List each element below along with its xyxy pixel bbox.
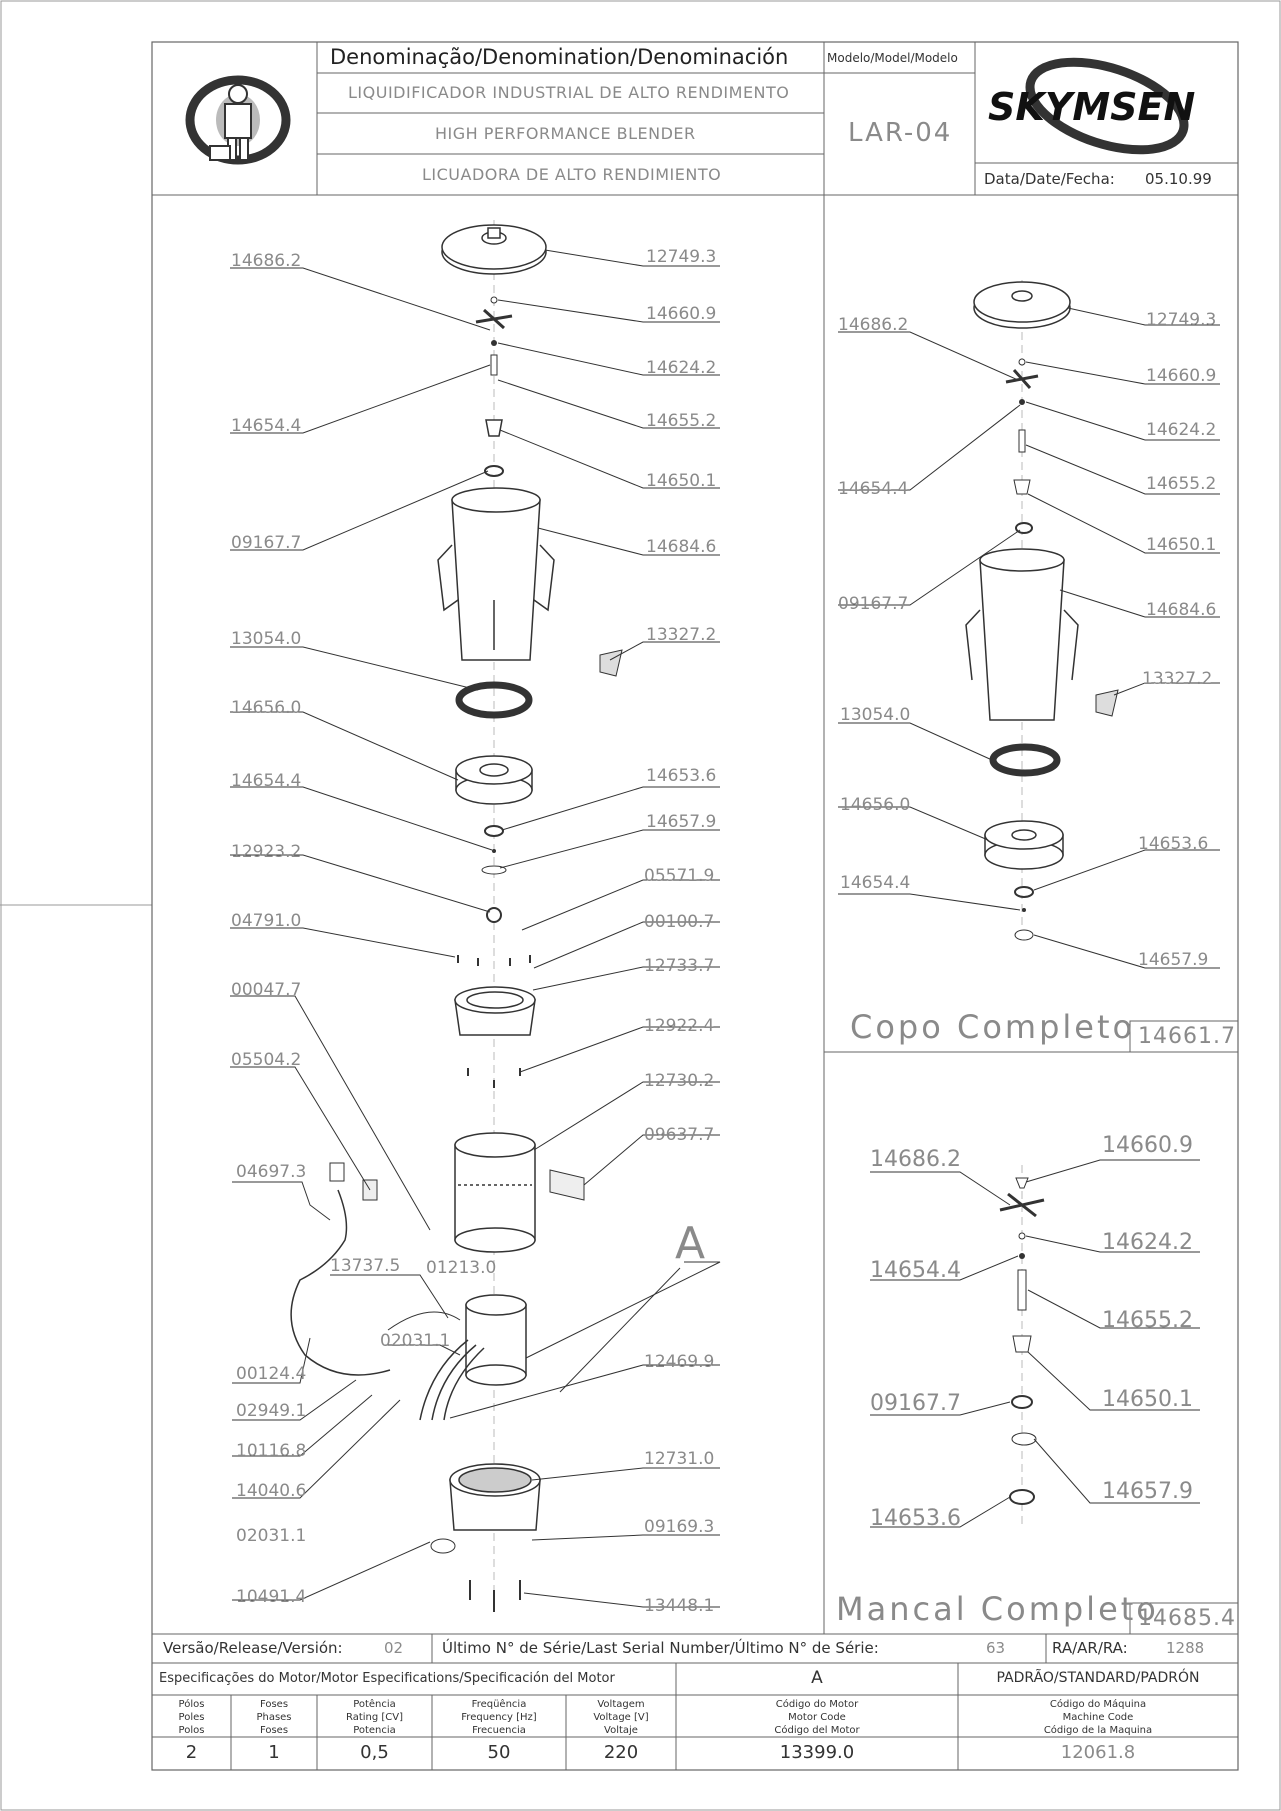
header-poles: Pólos Poles Polos bbox=[178, 1699, 205, 1736]
motor-sleeve-shape bbox=[455, 1133, 535, 1252]
lid-shape bbox=[442, 225, 546, 274]
part-label[interactable]: 14657.9 bbox=[646, 812, 717, 832]
cup-part-label[interactable]: 12749.3 bbox=[1146, 310, 1217, 330]
part-label[interactable]: 00047.7 bbox=[231, 980, 302, 1000]
cup-complete-title: Copo Completo bbox=[850, 1008, 1136, 1046]
part-label[interactable]: 12730.2 bbox=[644, 1071, 715, 1091]
header-motor-code: Código do Motor Motor Code Código del Motor bbox=[774, 1699, 860, 1736]
part-label[interactable]: 14686.2 bbox=[231, 251, 302, 271]
part-label[interactable]: 14654.4 bbox=[231, 771, 302, 791]
part-label[interactable]: 04697.3 bbox=[236, 1162, 307, 1182]
cup-part-label[interactable]: 14684.6 bbox=[1146, 600, 1217, 620]
jar-base-shape bbox=[456, 756, 532, 804]
part-label[interactable]: 02949.1 bbox=[236, 1401, 307, 1421]
version-label: Versão/Release/Versión: bbox=[163, 1639, 343, 1657]
header-power: Potência Rating [CV] Potencia bbox=[345, 1699, 404, 1736]
serial-label: Último N° de Série/Last Serial Number/Último N° de Série: bbox=[442, 1639, 879, 1657]
ra-label: RA/AR/RA: bbox=[1052, 1639, 1128, 1657]
part-label[interactable]: 14684.6 bbox=[646, 537, 717, 557]
product-name-en: HIGH PERFORMANCE BLENDER bbox=[435, 124, 696, 143]
cup-part-label[interactable]: 14660.9 bbox=[1146, 366, 1217, 386]
bearing-part-label[interactable]: 14654.4 bbox=[870, 1258, 961, 1283]
value-frequency: 50 bbox=[487, 1742, 511, 1763]
brand-name: SKYMSEN bbox=[988, 85, 1196, 129]
cup-part-label[interactable]: 13327.2 bbox=[1142, 669, 1213, 689]
cup-part-label[interactable]: 14654.4 bbox=[840, 873, 911, 893]
cup-part-label[interactable]: 14653.6 bbox=[1138, 834, 1209, 854]
header-frequency: Freqüência Frequency [Hz] Frecuencia bbox=[461, 1699, 537, 1736]
part-label[interactable]: 13737.5 bbox=[330, 1256, 401, 1276]
power-cable-shape bbox=[291, 1190, 390, 1375]
cup-part-label[interactable]: 09167.7 bbox=[838, 594, 909, 614]
header-phases: Foses Phases Foses bbox=[256, 1699, 292, 1736]
cap-shape bbox=[600, 650, 622, 676]
part-label-a[interactable]: A bbox=[675, 1218, 706, 1269]
cup-part-label[interactable]: 14656.0 bbox=[840, 795, 911, 815]
bearing-part-label[interactable]: 09167.7 bbox=[870, 1391, 961, 1416]
part-label[interactable]: 12923.2 bbox=[231, 842, 302, 862]
header-machine-code: Código do Máquina Machine Code Código de la Maquina bbox=[1043, 1699, 1153, 1736]
part-label[interactable]: 05504.2 bbox=[231, 1050, 302, 1070]
value-power: 0,5 bbox=[360, 1742, 389, 1763]
bearing-complete-title: Mancal Completo bbox=[836, 1590, 1159, 1628]
model-label: Modelo/Model/Modelo bbox=[827, 51, 958, 65]
coupling-housing-shape bbox=[455, 987, 535, 1035]
part-label[interactable]: 14660.9 bbox=[646, 304, 717, 324]
part-label[interactable]: 09637.7 bbox=[644, 1125, 715, 1145]
cup-part-label[interactable]: 14655.2 bbox=[1146, 474, 1217, 494]
part-label[interactable]: 14654.4 bbox=[231, 416, 302, 436]
cup-complete-code: 14661.7 bbox=[1138, 1024, 1236, 1049]
part-label[interactable]: 00100.7 bbox=[644, 912, 715, 932]
bearing-part-label[interactable]: 14657.9 bbox=[1102, 1479, 1193, 1504]
column-a-label: A bbox=[811, 1668, 823, 1688]
part-label[interactable]: 13327.2 bbox=[646, 625, 717, 645]
value-machine-code: 12061.8 bbox=[1060, 1742, 1136, 1763]
part-label[interactable]: 14624.2 bbox=[646, 358, 717, 378]
date-label: Data/Date/Fecha: bbox=[984, 170, 1115, 188]
part-label[interactable]: 02031.1 bbox=[380, 1331, 451, 1351]
value-motor-code: 13399.0 bbox=[779, 1742, 855, 1763]
cup-part-label[interactable]: 14650.1 bbox=[1146, 535, 1217, 555]
part-label[interactable]: 04791.0 bbox=[231, 911, 302, 931]
value-voltage: 220 bbox=[603, 1742, 639, 1763]
cup-part-label[interactable]: 13054.0 bbox=[840, 705, 911, 725]
part-label[interactable]: 12731.0 bbox=[644, 1449, 715, 1469]
product-name-es: LICUADORA DE ALTO RENDIMIENTO bbox=[422, 165, 722, 184]
model-value: LAR-04 bbox=[848, 118, 953, 148]
part-label[interactable]: 12922.4 bbox=[644, 1016, 715, 1036]
part-label[interactable]: 02031.1 bbox=[236, 1526, 307, 1546]
motor-base-shape bbox=[450, 1464, 540, 1530]
cup-part-label[interactable]: 14657.9 bbox=[1138, 950, 1209, 970]
product-name-pt: LIQUIDIFICADOR INDUSTRIAL DE ALTO RENDIMENTO bbox=[348, 83, 790, 102]
part-label[interactable]: 10116.8 bbox=[236, 1441, 307, 1461]
bearing-part-label[interactable]: 14653.6 bbox=[870, 1506, 961, 1531]
cup-lid-shape bbox=[974, 282, 1070, 328]
part-label[interactable]: 01213.0 bbox=[426, 1258, 497, 1278]
part-label[interactable]: 13448.1 bbox=[644, 1596, 715, 1616]
header-voltage: Voltagem Voltage [V] Voltaje bbox=[593, 1699, 649, 1736]
value-poles: 2 bbox=[185, 1742, 198, 1763]
jar-shape bbox=[438, 488, 554, 660]
part-label[interactable]: 14653.6 bbox=[646, 766, 717, 786]
cup-jar-shape bbox=[966, 549, 1078, 720]
part-label[interactable]: 09169.3 bbox=[644, 1517, 715, 1537]
bearing-part-label[interactable]: 14655.2 bbox=[1102, 1308, 1193, 1333]
part-label[interactable]: 05571.9 bbox=[644, 866, 715, 886]
part-label[interactable]: 12469.9 bbox=[644, 1352, 715, 1372]
cup-part-label[interactable]: 14624.2 bbox=[1146, 420, 1217, 440]
part-label[interactable]: 12733.7 bbox=[644, 956, 715, 976]
part-label[interactable]: 00124.4 bbox=[236, 1364, 307, 1384]
part-label[interactable]: 12749.3 bbox=[646, 247, 717, 267]
serial-value: 63 bbox=[986, 1639, 1006, 1657]
part-label[interactable]: 09167.7 bbox=[231, 533, 302, 553]
part-label[interactable]: 13054.0 bbox=[231, 629, 302, 649]
version-value: 02 bbox=[384, 1639, 404, 1657]
cup-part-label[interactable]: 14686.2 bbox=[838, 315, 909, 335]
part-label[interactable]: 10491.4 bbox=[236, 1587, 307, 1607]
value-phases: 1 bbox=[268, 1742, 280, 1763]
motor-spec-label: Especificações do Motor/Motor Especifications/Specificación del Motor bbox=[159, 1671, 615, 1686]
bearing-part-label[interactable]: 14650.1 bbox=[1102, 1387, 1193, 1412]
standard-label: PADRÃO/STANDARD/PADRÓN bbox=[996, 1670, 1200, 1686]
bearing-part-label[interactable]: 14624.2 bbox=[1102, 1230, 1193, 1255]
bearing-complete-code: 14685.4 bbox=[1138, 1606, 1236, 1631]
part-label[interactable]: 14656.0 bbox=[231, 698, 302, 718]
bearing-part-label[interactable]: 14660.9 bbox=[1102, 1133, 1193, 1158]
date-value: 05.10.99 bbox=[1145, 170, 1212, 188]
ra-value: 1288 bbox=[1166, 1639, 1205, 1657]
part-label[interactable]: 14650.1 bbox=[646, 471, 717, 491]
bearing-part-label[interactable]: 14686.2 bbox=[870, 1147, 961, 1172]
part-label[interactable]: 14655.2 bbox=[646, 411, 717, 431]
denomination-title: Denominação/Denomination/Denominación bbox=[330, 45, 789, 69]
part-label[interactable]: 14040.6 bbox=[236, 1481, 307, 1501]
cup-part-label[interactable]: 14654.4 bbox=[838, 479, 909, 499]
